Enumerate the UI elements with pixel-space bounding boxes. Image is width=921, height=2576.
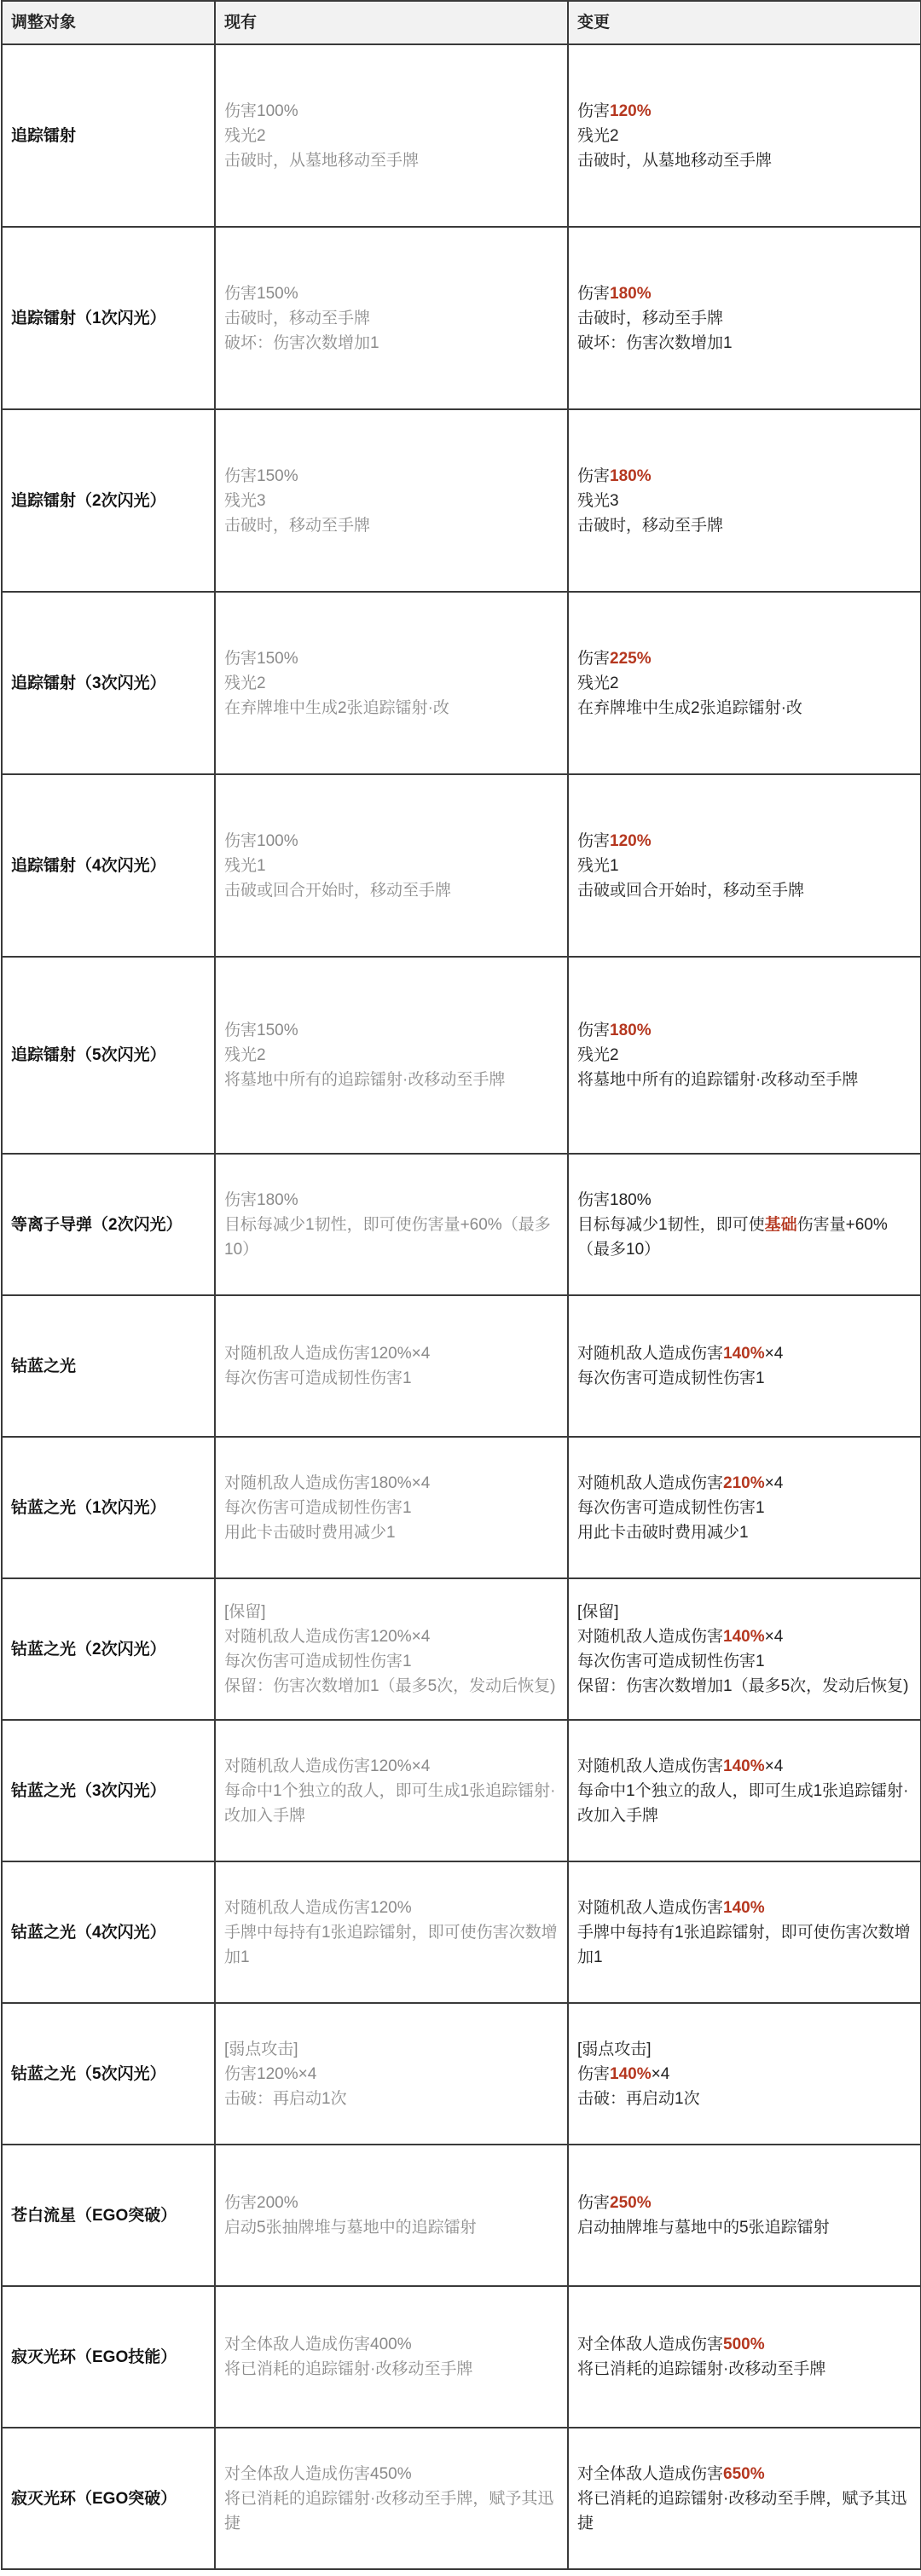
current-cell: [215, 1720, 568, 1861]
change-line: [577, 2462, 912, 2486]
change-line: [577, 281, 912, 306]
change-cell: [568, 1154, 921, 1295]
change-text: 残光3: [577, 491, 619, 510]
change-cell: [568, 1437, 921, 1578]
change-text: 伤害: [577, 831, 611, 850]
table-row: [2, 1720, 921, 1861]
current-line: 目标每减少1韧性，即可使伤害量+60%（最多10）: [224, 1215, 551, 1259]
current-line: 用此卡击破时费用减少1: [224, 1523, 396, 1542]
change-cell: [568, 1578, 921, 1720]
change-line: [577, 1754, 912, 1779]
current-line: 残光3: [224, 491, 266, 510]
change-line: [577, 1600, 912, 1624]
change-text: 残光2: [577, 674, 619, 692]
change-text: 残光1: [577, 856, 619, 875]
comparison-table: [1, 0, 921, 2570]
table-body: [2, 44, 921, 2569]
change-cell: [568, 2286, 921, 2428]
change-text: ×4: [764, 1757, 784, 1775]
current-cell: [215, 592, 568, 774]
header-row: [2, 1, 921, 44]
change-text: 击破或回合开始时，移动至手牌: [577, 881, 805, 900]
current-line: 伤害100%: [224, 831, 298, 850]
change-text: 保留：伤害次数增加1（最多5次，发动后恢复): [577, 1677, 909, 1695]
change-line: [577, 1624, 912, 1649]
current-line: 保留：伤害次数增加1（最多5次，发动后恢复): [224, 1677, 556, 1695]
adjust-target-cell: 钴蓝之光（5次闪光）: [2, 2003, 215, 2145]
adjust-target-cell: 等离子导弹（2次闪光）: [2, 1154, 215, 1295]
current-line: 伤害150%: [224, 284, 298, 303]
current-line: 对随机敌人造成伤害120%×4: [224, 1345, 431, 1363]
change-text: 伤害: [577, 284, 611, 303]
change-text: 每次伤害可造成韧性伤害1: [577, 1653, 765, 1670]
change-text: 击破时，移动至手牌: [577, 516, 724, 535]
change-line: [577, 1779, 912, 1828]
change-text: 对全体敌人造成伤害: [577, 2336, 724, 2353]
adjust-target-cell: 追踪镭射（5次闪光）: [2, 957, 215, 1154]
change-cell: [568, 44, 921, 227]
change-text: 残光2: [577, 126, 619, 145]
current-cell: [215, 2003, 568, 2145]
adjust-target-cell: 苍白流星（EGO突破）: [2, 2145, 215, 2286]
current-line: 伤害150%: [224, 466, 298, 485]
change-line: [577, 2486, 912, 2536]
table-row: [2, 227, 921, 409]
change-line: [577, 696, 912, 721]
change-text: 对随机敌人造成伤害: [577, 1473, 724, 1492]
current-line: 残光1: [224, 856, 266, 875]
change-cell: [568, 2428, 921, 2569]
change-cell: [568, 957, 921, 1154]
change-cell: [568, 1720, 921, 1861]
current-line: 将墓地中所有的追踪镭射·改移动至手牌: [224, 1071, 506, 1089]
change-text: 伤害: [577, 2064, 611, 2083]
table-row: [2, 44, 921, 227]
change-cell: [568, 2003, 921, 2145]
current-line: 伤害180%: [224, 1190, 298, 1209]
change-text: 每次伤害可造成韧性伤害1: [577, 1369, 765, 1387]
change-line: [577, 2357, 912, 2382]
table-row: [2, 1437, 921, 1578]
current-cell: [215, 227, 568, 409]
changed-value: 180%: [610, 284, 652, 303]
current-line: 残光2: [224, 1046, 266, 1064]
current-line: 对随机敌人造成伤害180%×4: [224, 1473, 431, 1492]
current-line: 残光2: [224, 126, 266, 145]
change-text: [弱点攻击]: [577, 2040, 652, 2058]
change-cell: [568, 592, 921, 774]
change-text: 伤害: [577, 2194, 611, 2212]
table-row: [2, 2428, 921, 2569]
adjust-target-cell: 钴蓝之光（2次闪光）: [2, 1578, 215, 1720]
changed-value: 140%: [723, 1628, 765, 1646]
change-line: [577, 829, 912, 854]
current-cell: [215, 1578, 568, 1720]
change-text: 用此卡击破时费用减少1: [577, 1523, 749, 1542]
change-line: [577, 124, 912, 148]
current-cell: [215, 1295, 568, 1437]
current-line: 击破时，移动至手牌: [224, 309, 371, 327]
change-text: 伤害: [577, 1022, 611, 1039]
change-text: 击破：再启动1次: [577, 2089, 700, 2108]
change-line: [577, 1520, 912, 1545]
current-cell: [215, 44, 568, 227]
change-text: 每命中1个独立的敌人，即可生成1张追踪镭射·改加入手牌: [577, 1781, 909, 1825]
adjust-target-cell: 追踪镭射（1次闪光）: [2, 227, 215, 409]
changed-value: 120%: [610, 101, 652, 120]
current-cell: [215, 409, 568, 592]
change-line: [577, 513, 912, 538]
current-line: 伤害120%×4: [224, 2064, 317, 2083]
header-target: 调整对象: [2, 1, 215, 44]
current-cell: [215, 2428, 568, 2569]
current-line: 对全体敌人造成伤害450%: [224, 2464, 412, 2483]
change-line: [577, 1674, 912, 1699]
current-cell: [215, 1437, 568, 1578]
adjust-target-cell: 钴蓝之光（4次闪光）: [2, 1861, 215, 2003]
changed-value: 250%: [610, 2194, 652, 2212]
change-text: 手牌中每持有1张追踪镭射，即可使伤害次数增加1: [577, 1923, 911, 1966]
table-row: [2, 1295, 921, 1437]
change-text: 目标每减少1韧性，即可使: [577, 1215, 765, 1234]
adjust-target-cell: 钴蓝之光（1次闪光）: [2, 1437, 215, 1578]
change-cell: [568, 2145, 921, 2286]
changed-value: 650%: [723, 2464, 765, 2483]
table-row: [2, 1861, 921, 2003]
change-cell: [568, 1295, 921, 1437]
change-line: [577, 1649, 912, 1674]
current-line: 将已消耗的追踪镭射·改移动至手牌，赋予其迅捷: [224, 2489, 554, 2533]
change-line: [577, 646, 912, 671]
current-cell: [215, 1154, 568, 1295]
change-line: [577, 2062, 912, 2087]
current-line: 每次伤害可造成韧性伤害1: [224, 1498, 412, 1517]
changed-value: 500%: [723, 2336, 765, 2353]
change-text: ×4: [764, 1473, 784, 1492]
current-line: 将已消耗的追踪镭射·改移动至手牌: [224, 2360, 473, 2378]
adjust-target-cell: 钴蓝之光（3次闪光）: [2, 1720, 215, 1861]
current-line: 击破时，移动至手牌: [224, 516, 371, 535]
changed-value: 基础: [764, 1215, 797, 1234]
change-cell: [568, 227, 921, 409]
changed-value: 140%: [723, 1757, 765, 1775]
change-text: [保留]: [577, 1603, 619, 1621]
current-line: 击破时，从墓地移动至手牌: [224, 151, 420, 170]
change-text: 对随机敌人造成伤害: [577, 1757, 724, 1775]
change-line: [577, 671, 912, 696]
change-line: [577, 2215, 912, 2240]
change-line: [577, 2087, 912, 2111]
change-line: [577, 306, 912, 331]
change-text: 伤害: [577, 466, 611, 485]
change-text: 将已消耗的追踪镭射·改移动至手牌，赋予其迅捷: [577, 2489, 907, 2533]
change-text: 破坏：伤害次数增加1: [577, 333, 733, 352]
change-text: 伤害量+60%（最多10）: [577, 1215, 888, 1259]
current-cell: [215, 957, 568, 1154]
change-line: [577, 489, 912, 513]
change-text: ×4: [764, 1345, 784, 1363]
change-text: 伤害: [577, 649, 611, 668]
change-line: [577, 99, 912, 124]
current-line: 伤害150%: [224, 1022, 298, 1039]
adjust-target-cell: 追踪镭射: [2, 44, 215, 227]
change-cell: [568, 409, 921, 592]
changed-value: 210%: [723, 1473, 765, 1492]
change-text: 对随机敌人造成伤害: [577, 1628, 724, 1646]
current-cell: [215, 1861, 568, 2003]
current-line: 击破或回合开始时，移动至手牌: [224, 881, 452, 900]
table-row: [2, 592, 921, 774]
current-line: 启动5张抽牌堆与墓地中的追踪镭射: [224, 2219, 477, 2237]
table-row: [2, 1578, 921, 1720]
current-line: 伤害200%: [224, 2194, 298, 2212]
change-text: 伤害: [577, 101, 611, 120]
header-change: 变更: [568, 1, 921, 44]
current-line: 手牌中每持有1张追踪镭射，即可使伤害次数增加1: [224, 1923, 558, 1966]
change-text: 将墓地中所有的追踪镭射·改移动至手牌: [577, 1071, 859, 1089]
change-line: [577, 1068, 912, 1092]
change-text: 伤害180%: [577, 1190, 652, 1209]
change-line: [577, 1496, 912, 1520]
changed-value: 140%: [610, 2064, 652, 2083]
adjust-target-cell: 追踪镭射（3次闪光）: [2, 592, 215, 774]
current-line: 残光2: [224, 674, 266, 692]
change-text: 对随机敌人造成伤害: [577, 1898, 724, 1917]
header-current: 现有: [215, 1, 568, 44]
current-line: [保留]: [224, 1603, 266, 1621]
current-line: 每次伤害可造成韧性伤害1: [224, 1653, 412, 1670]
adjust-target-cell: 追踪镭射（2次闪光）: [2, 409, 215, 592]
change-cell: [568, 1861, 921, 2003]
change-line: [577, 878, 912, 903]
changed-value: 225%: [610, 649, 652, 668]
change-text: 在弃牌堆中生成2张追踪镭射·改: [577, 698, 802, 717]
change-line: [577, 1341, 912, 1366]
changed-value: 180%: [610, 466, 652, 485]
change-text: 每次伤害可造成韧性伤害1: [577, 1498, 765, 1517]
current-line: 伤害150%: [224, 649, 298, 668]
current-line: [弱点攻击]: [224, 2040, 298, 2058]
change-line: [577, 1188, 912, 1213]
change-line: [577, 1018, 912, 1043]
change-line: [577, 148, 912, 173]
adjust-target-cell: 追踪镭射（4次闪光）: [2, 774, 215, 957]
change-text: 对全体敌人造成伤害: [577, 2464, 724, 2483]
current-line: 对随机敌人造成伤害120%×4: [224, 1628, 431, 1646]
change-line: [577, 1213, 912, 1262]
change-line: [577, 1896, 912, 1920]
change-line: [577, 2332, 912, 2357]
change-line: [577, 1920, 912, 1970]
change-line: [577, 464, 912, 489]
adjust-target-cell: 钴蓝之光: [2, 1295, 215, 1437]
current-cell: [215, 2145, 568, 2286]
change-line: [577, 1043, 912, 1068]
current-line: 对随机敌人造成伤害120%×4: [224, 1757, 431, 1775]
change-text: 击破时，从墓地移动至手牌: [577, 151, 773, 170]
changed-value: 140%: [723, 1898, 765, 1917]
current-line: 对随机敌人造成伤害120%: [224, 1898, 412, 1917]
current-line: 伤害100%: [224, 101, 298, 120]
table-row: [2, 2145, 921, 2286]
change-text: 启动抽牌堆与墓地中的5张追踪镭射: [577, 2219, 830, 2237]
adjust-target-cell: 寂灭光环（EGO突破）: [2, 2428, 215, 2569]
changed-value: 180%: [610, 1022, 652, 1039]
current-line: 破坏：伤害次数增加1: [224, 333, 379, 352]
current-line: 对全体敌人造成伤害400%: [224, 2336, 412, 2353]
change-line: [577, 2191, 912, 2215]
current-line: 击破：再启动1次: [224, 2089, 347, 2108]
change-line: [577, 2037, 912, 2062]
change-line: [577, 854, 912, 878]
change-text: 残光2: [577, 1046, 619, 1064]
table-row: [2, 2286, 921, 2428]
current-line: 在弃牌堆中生成2张追踪镭射·改: [224, 698, 449, 717]
adjust-target-cell: 寂灭光环（EGO技能）: [2, 2286, 215, 2428]
table-row: [2, 2003, 921, 2145]
change-text: 对随机敌人造成伤害: [577, 1345, 724, 1363]
change-text: 击破时，移动至手牌: [577, 309, 724, 327]
change-line: [577, 1471, 912, 1496]
change-line: [577, 331, 912, 356]
changed-value: 140%: [723, 1345, 765, 1363]
change-text: ×4: [764, 1628, 784, 1646]
current-cell: [215, 774, 568, 957]
current-cell: [215, 2286, 568, 2428]
current-line: 每次伤害可造成韧性伤害1: [224, 1369, 412, 1387]
change-text: 将已消耗的追踪镭射·改移动至手牌: [577, 2360, 826, 2378]
change-cell: [568, 774, 921, 957]
table-row: [2, 409, 921, 592]
changed-value: 120%: [610, 831, 652, 850]
change-text: ×4: [651, 2064, 670, 2083]
table-row: [2, 1154, 921, 1295]
current-line: 每命中1个独立的敌人，即可生成1张追踪镭射·改加入手牌: [224, 1781, 556, 1825]
change-line: [577, 1366, 912, 1391]
table-row: [2, 774, 921, 957]
table-row: [2, 957, 921, 1154]
